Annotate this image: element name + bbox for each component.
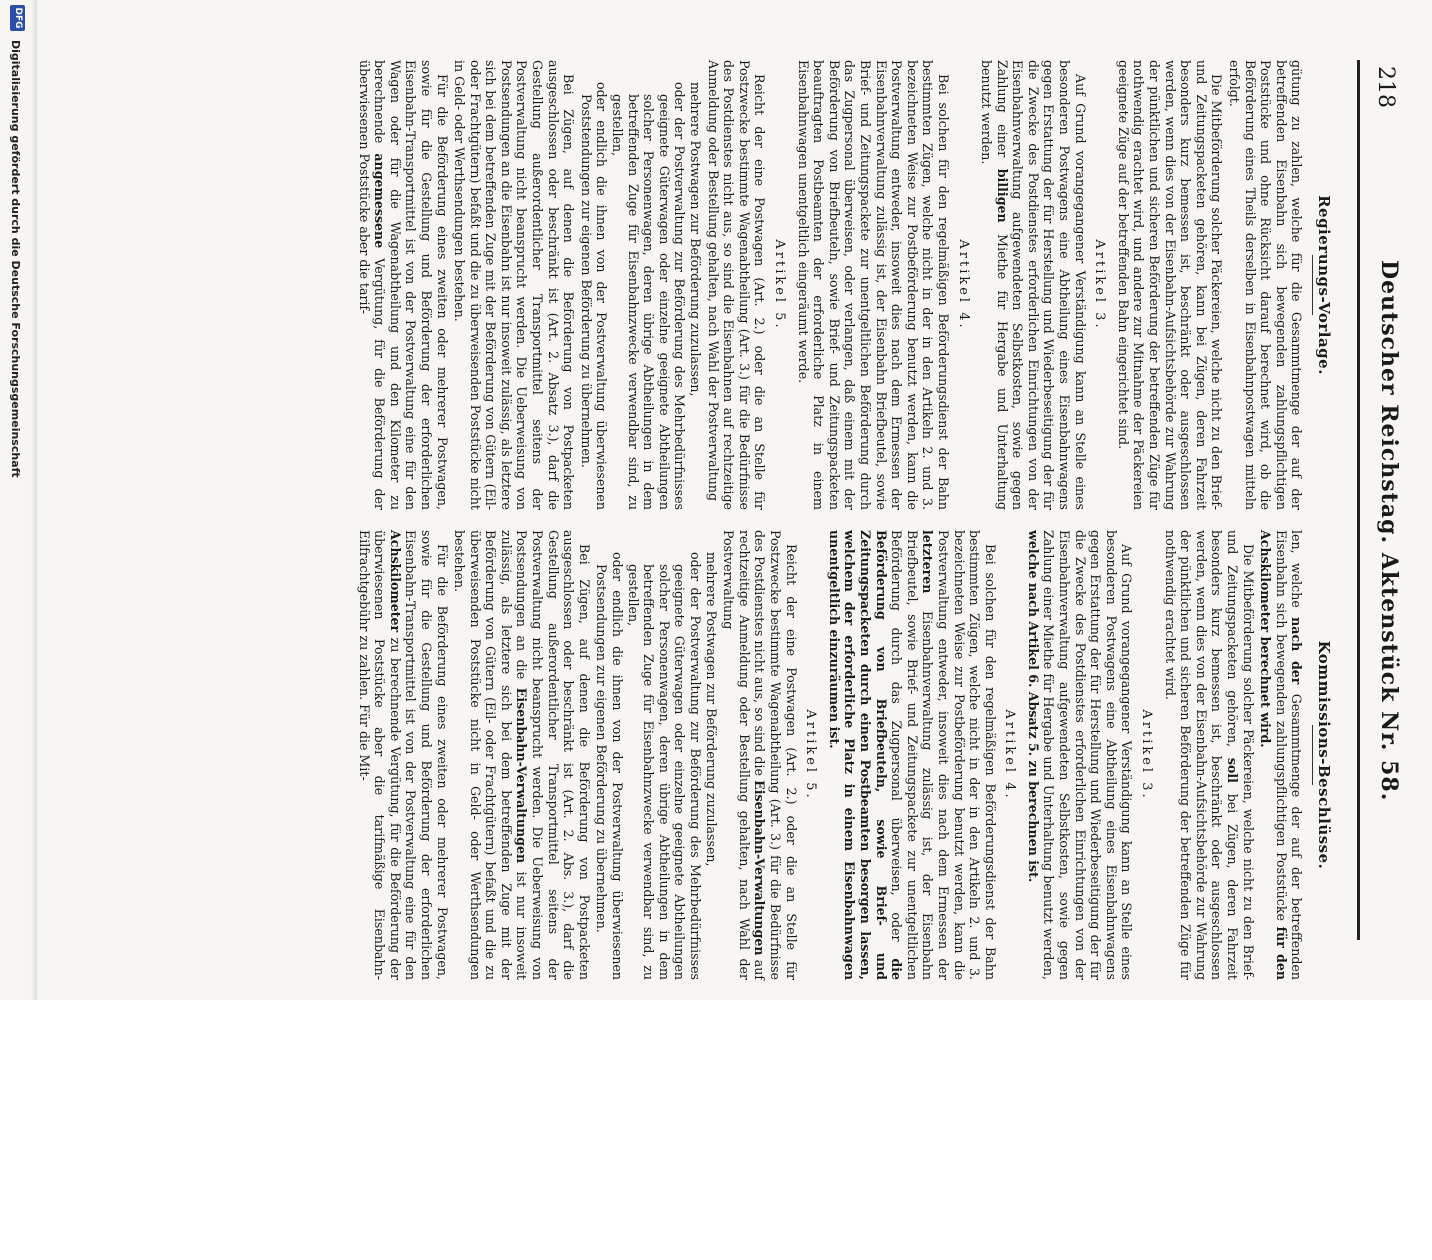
article-heading: Artikel 5. bbox=[772, 239, 787, 331]
heading-rule bbox=[1312, 255, 1313, 315]
list-item: oder der Postverwaltung zur Beförderung des Mehrbedürfnisses geeignete Güterwagen oder einzelne geeignete Abtheilungen solcher Personenwagen, deren übrige Abtheilungen in dem betreffenden Zuge für Eisenbahnzwecke verwendbar sind, zu gestellen, bbox=[610, 82, 688, 510]
option-list bbox=[578, 82, 703, 510]
header-rule bbox=[1357, 60, 1360, 940]
paragraph: Bei solchen für den regelmäßigen Beförderungsdienst der Bahn bestimmten Zügen, welche nicht in der in den Artikeln 2. und 3. bezeichneten Weise zur Postbeförderung benutzt werden, kann die Postverwaltung entweder, insoweit dies nach dem Ermessen der letzteren Eisenbahnverwaltung zulässig ist, der Eisenbahn Briefbeutel, sowie Brief- und Zeitungspackete zur unentgeltlichen Beförderung durch das Zugpersonal überweisen, oder die Beförderung von Briefbeuteln, sowie Brief- und Zeitungspacketen durch einen Postbeamten besorgen lassen, welchem der erforderliche Platz in einem Eisenbahnwagen unentgeltlich einzuräumen ist. bbox=[826, 530, 998, 980]
page-fold bbox=[31, 0, 37, 1000]
dfg-logo: DFG bbox=[10, 5, 25, 31]
emphasis: angemessene bbox=[372, 153, 388, 249]
digitization-credit: Digitalisierung gefördert durch die Deutsche Forschungsgemeinschaft bbox=[9, 40, 22, 478]
column-heading-left: Regierungs-Vorlage. bbox=[1315, 195, 1333, 375]
list-item: oder endlich die ihnen von der Postverwaltung überwiesenen Postsendungen zur eigenen Beförderung zu übernehmen. bbox=[594, 552, 626, 980]
column-regierungs-vorlage bbox=[354, 60, 1337, 510]
paragraph: gütung zu zahlen, welche für die Gesammtmenge der auf der betreffenden Eisenbahn sich bewegenden zahlungspflichtigen Poststücke und ohne Rücksicht darauf berechnet wird, ob die Beförderung eines Theils derselben in Eisenbahnpostwagen mitteln erfolgt. bbox=[1227, 60, 1305, 510]
paragraph: Auf Grund vorangegangener Verständigung kann an Stelle eines besonderen Postwagens eine Abtheilung eines Eisenbahnwagens gegen Erstattung der für Herstellung und Wiederbeseitigung der für die Zwecke des Postdienstes erforderlichen Einrichtungen von der Eisenbahnverwaltung aufgewendeten Selbstkosten, sowie gegen Zahlung einer billigen Miethe für Hergabe und Unterhaltung benutzt werden. bbox=[979, 60, 1088, 510]
paragraph: Bei solchen für den regelmäßigen Beförderungsdienst der Bahn bestimmten Zügen, welche nicht in der in den Artikeln 2. und 3. bezeichneten Weise zur Postbeförderung benutzt werden, kann die Postverwaltung entweder, insoweit dies nach dem Ermessen der Eisenbahnverwaltung zulässig ist, der Eisenbahn Briefbeutel, sowie Brief- und Zeitungspackete zur unentgeltlichen Beförderung durch das Zugpersonal überweisen, oder verlangen, daß einem mit der Beförderung von Briefbeuteln, sowie Brief- und Zeitungspacketen beauftragten Postbeamten der erforderliche Platz in einem Eisenbahnwagen unentgeltlich eingeräumt werde. bbox=[795, 60, 951, 510]
paragraph: Bei Zügen, auf denen die Beförderung von Postpacketen ausgeschlossen oder beschränkt ist (Art. 2. Abs. 3.), darf die Gestellung außerordentlicher Transportmittel seitens der Postverwaltung nicht beansprucht werden. Die Ueberweisung von Postsendungen an die Eisenbahn-Verwaltungen ist nur insoweit zulässig, als letztere sich bei dem betreffenden Zuge mit der Beförderung von Gütern (Eil- oder Frachtgütern) befaßt und die zu überweisenden Poststücke nicht in Geld- oder Werthsendungen bestehen. bbox=[452, 530, 592, 980]
paragraph: Auf Grund vorangegangener Verständigung kann an Stelle eines besonderen Postwagens eine Abtheilung eines Eisenbahnwagens gegen Erstattung der für Herstellung und Wiederbeseitigung der für die Zwecke des Postdienstes erforderlichen Einrichtungen von der Eisenbahnverwaltung aufgewendeten Selbstkosten, sowie gegen Zahlung einer Miethe für Hergabe und Unterhaltung benutzt werden, welche nach Artikel 6. Absatz 5. zu berechnen ist. bbox=[1025, 530, 1135, 980]
paragraph: Für die Beförderung eines zweiten oder mehrerer Postwagen, sowie für die Gestellung und Beförderung der erforderlichen Eisenbahn-Transportmittel ist von der Postverwaltung eine für den Achskilometer zu berechnende Vergütung, für die Beförderung der überwiesenen Poststücke aber die tarifmäßige Eisenbahn-Eilfrachtgebühr zu zahlen. Für die Mit- bbox=[356, 530, 450, 980]
paragraph: Die Mitbeförderung solcher Päckereien, welche nicht zu den Brief- und Zeitungspacketen gehören, soll bei Zügen, deren Fahrzeit besonders kurz bemessen ist, beschränkt oder ausgeschlossen werden, wenn dies von der Eisenbahn-Aufsichtsbehörde zur Wahrung der pünktlichen und sicheren Beförderung der betreffenden Züge für nothwendig erachtet wird. bbox=[1162, 530, 1256, 980]
option-list bbox=[594, 552, 719, 980]
paragraph: Bei Zügen, auf denen die Beförderung von Postpacketen ausgeschlossen oder beschränkt ist (Art. 2. Absatz 3.), darf die Gestellung außerordentlicher Transportmittel seitens der Postverwaltung nicht beansprucht werden. Die Ueberweisung von Postsendungen an die Eisenbahn ist nur insoweit zulässig, als letztere sich bei dem betreffenden Zuge mit der Beförderung von Gütern (Eil- oder Frachtgütern) befaßt und die zu überweisenden Poststücke nicht in Geld- oder Werthsendungen bestehen. bbox=[452, 60, 577, 510]
article-heading: Artikel 3. bbox=[1139, 709, 1155, 801]
page-number: 218 bbox=[1373, 66, 1398, 108]
article-heading: Artikel 5. bbox=[803, 709, 819, 801]
heading-rule bbox=[1312, 725, 1313, 785]
article-heading: Artikel 4. bbox=[955, 239, 971, 331]
article-heading: Artikel 3. bbox=[1092, 239, 1108, 331]
paragraph: Reicht der eine Postwagen (Art. 2.) oder die an Stelle für Postzwecke bestimmte Wagenabtheilung (Art. 3.) für die Bedürfnisse des Postdienstes nicht aus, so sind die Eisenbahnen auf rechtzeitige Anmeldung oder Bestellung gehalten, nach Wahl der Postverwaltung bbox=[705, 60, 768, 510]
list-item: mehrere Postwagen zur Beförderung zuzulassen, bbox=[703, 552, 719, 867]
paragraph: Für die Beförderung eines zweiten oder mehrerer Postwagen, sowie für die Gestellung und Beförderung der erforderlichen Eisenbahn-Transportmittel ist von der Postverwaltung eine für den Wagen oder für die Wagenabtheilung und den Kilometer zu berechnende angemessene Vergütung, für die Beförderung der überwiesenen Poststücke aber die tarif- bbox=[356, 60, 450, 510]
running-title: Deutscher Reichstag. Aktenstück Nr. 58. bbox=[1376, 260, 1402, 802]
paragraph: Die Mitbeförderung solcher Päckereien, welche nicht zu den Brief- und Zeitungspacketen gehören, kann bei Zügen, deren Fahrzeit besonders kurz bemessen ist, beschränkt oder ausgeschlossen werden, wenn dies von der Eisenbahn-Aufsichtsbehörde zur Wahrung der pünktlichen und sicheren Beförderung der betreffenden Züge für nothwendig erachtet wird, und andere zur Mitnahme der Päckereien geeignete Züge auf der betreffenden Bahn eingerichtet sind. bbox=[1115, 60, 1225, 510]
column-kommissions-beschluesse bbox=[354, 530, 1337, 980]
list-item: oder der Postverwaltung zur Beförderung des Mehrbedürfnisses geeignete Güterwagen oder einzelne geeignete Abtheilungen solcher Personenwagen, deren übrige Abtheilungen in dem betreffenden Zuge für Eisenbahnzwecke verwendbar sind, zu gestellen, bbox=[625, 552, 704, 980]
article-heading: Artikel 4. bbox=[1002, 709, 1018, 801]
list-item: mehrere Postwagen zur Beförderung zuzulassen, bbox=[688, 82, 704, 397]
paragraph: len, welche nach der Gesammtmenge der auf der betreffenden Eisenbahn sich bewegenden zahlungspflichtigen Poststücke für den Achskilometer berechnet wird. bbox=[1258, 530, 1305, 980]
emphasis: billigen bbox=[994, 168, 1010, 223]
column-heading-right: Kommissions-Beschlüsse. bbox=[1315, 640, 1333, 870]
paragraph: Reicht der eine Postwagen (Art. 2.) oder die an Stelle für Postzwecke bestimmte Wagenabtheilung (Art. 3.) für die Bedürfnisse des Postdienstes nicht aus, so sind die Eisenbahn-Verwaltungen auf rechtzeitige Anmeldung oder Bestellung gehalten, nach Wahl der Postverwaltung bbox=[721, 530, 799, 980]
list-item: oder endlich die ihnen von der Postverwaltung überwiesenen Poststendungen zur eigenen Beförderung zu übernehmen. bbox=[578, 82, 610, 510]
page-header bbox=[1352, 0, 1432, 1000]
